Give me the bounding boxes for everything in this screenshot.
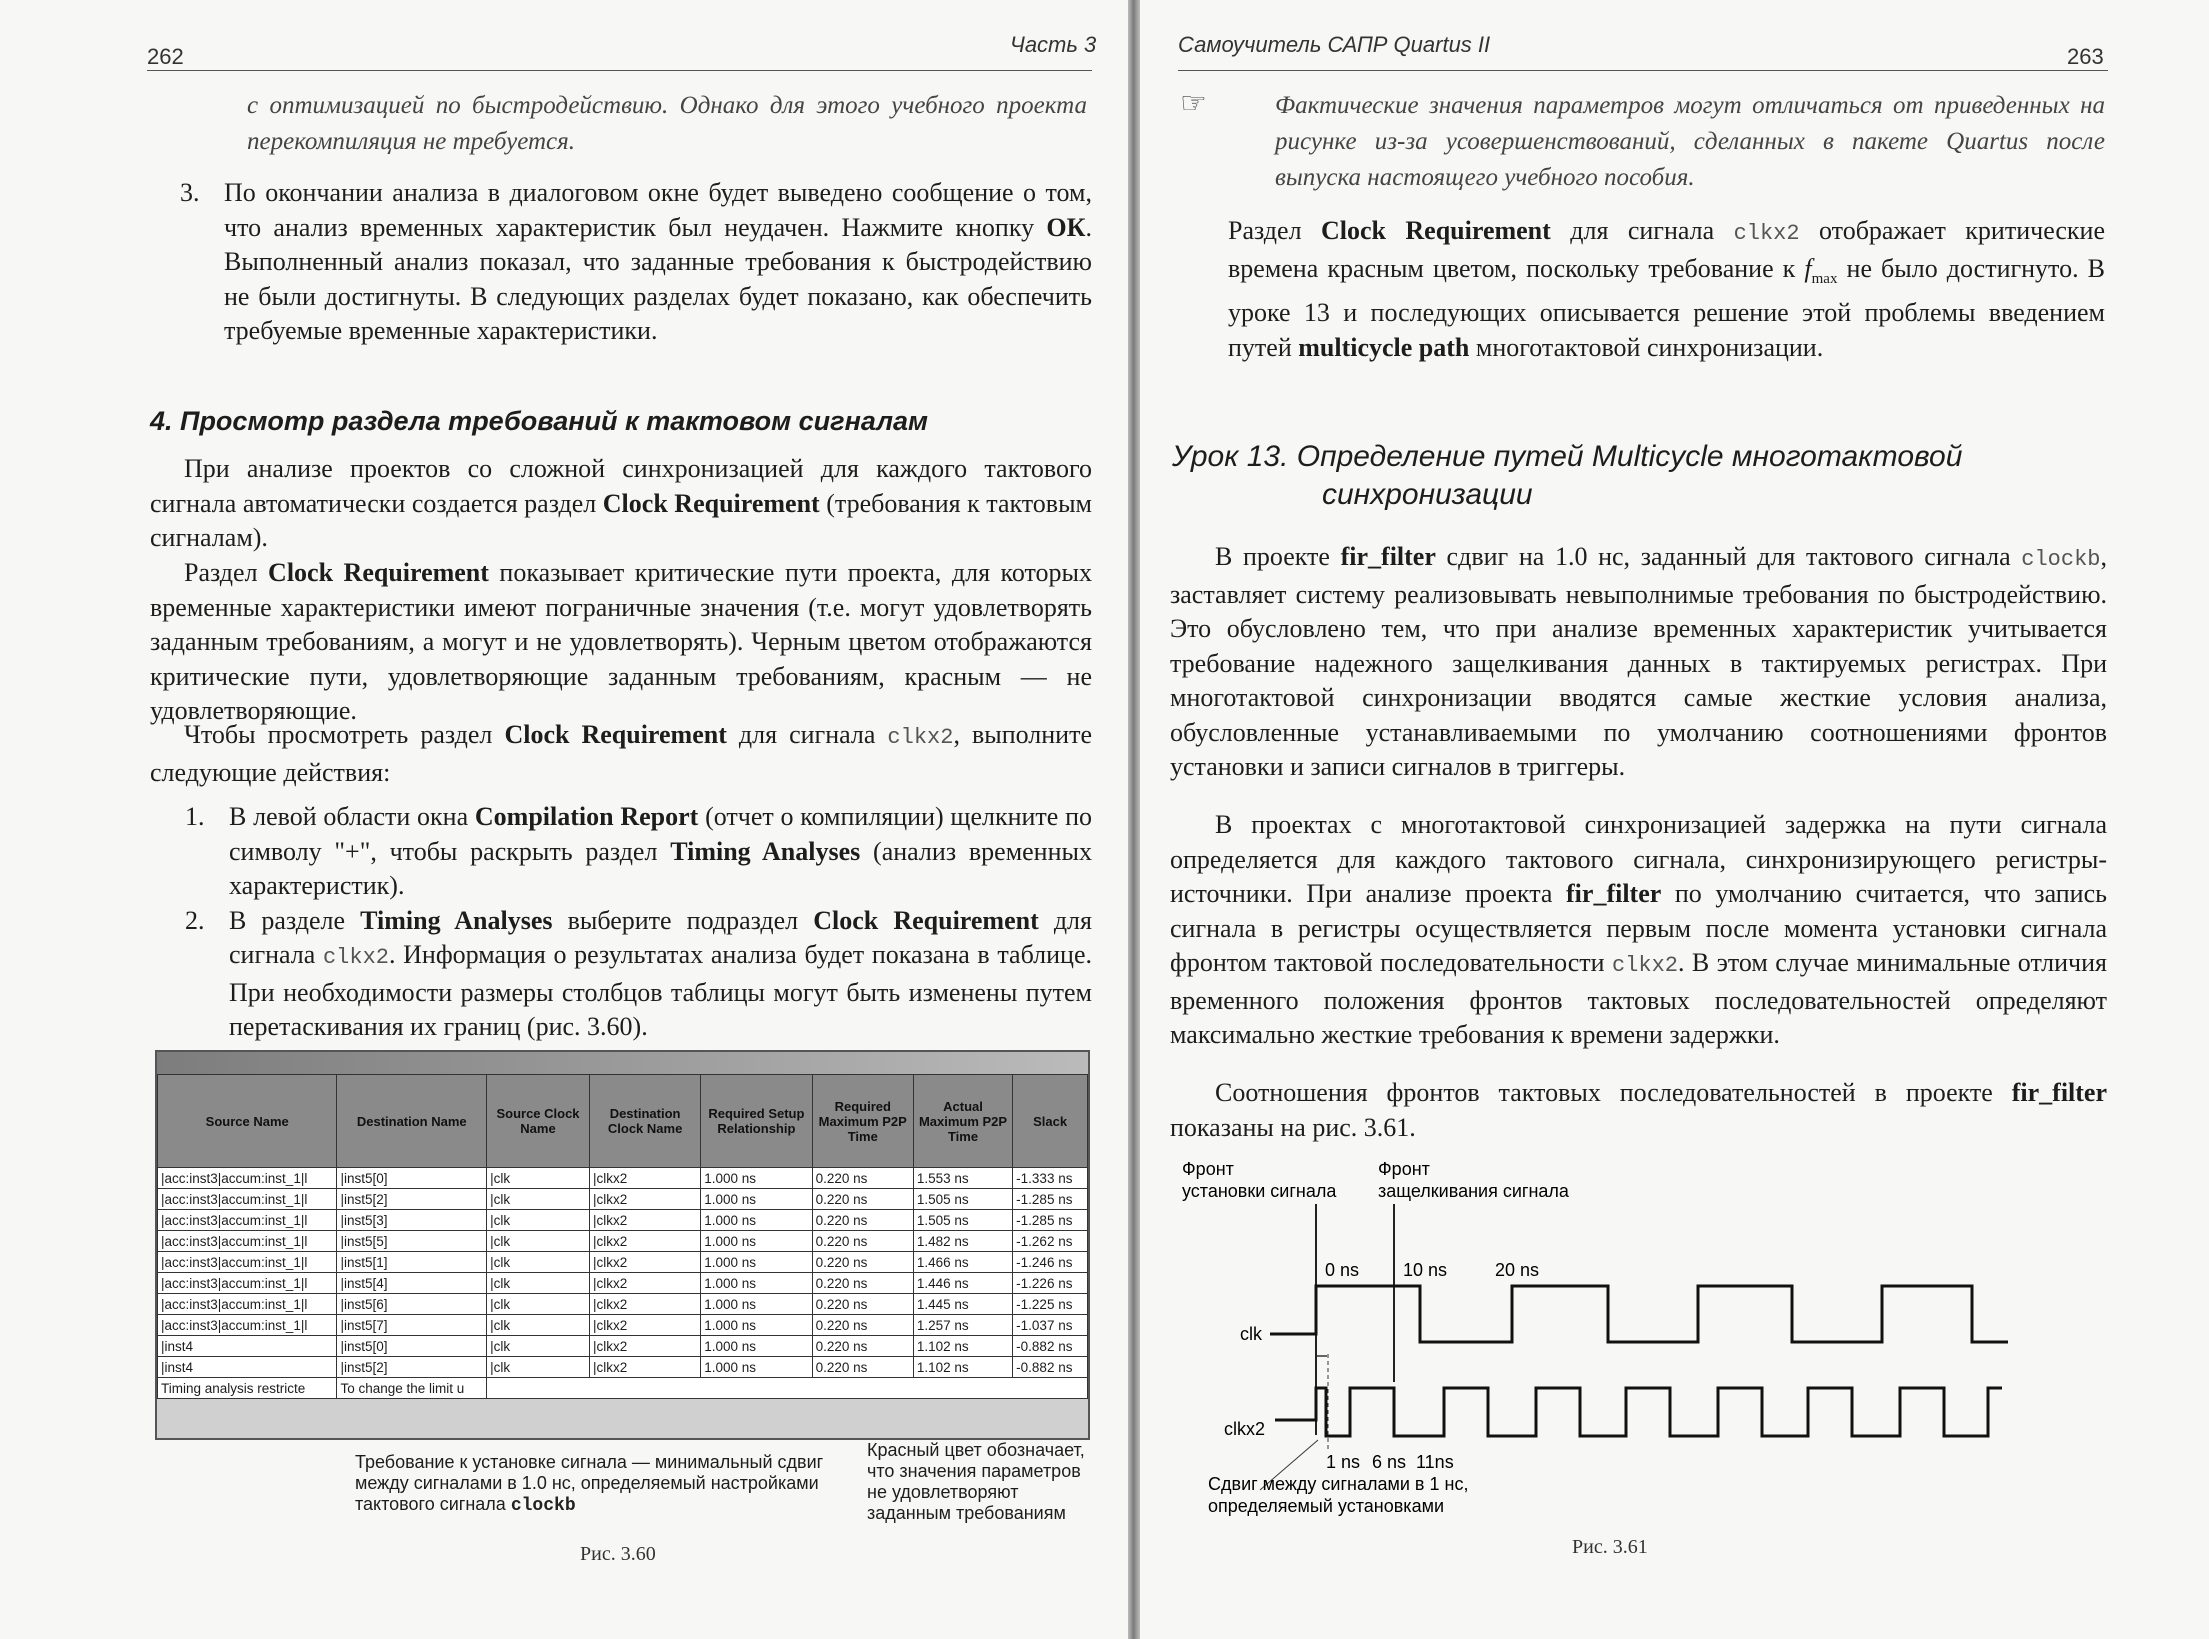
callout-red: Красный цвет обозначает, что значения параметров не удовлетворяют заданным требованиям: [867, 1440, 1085, 1523]
p3-code: clkx2: [887, 725, 954, 750]
table-cell: |clkx2: [589, 1357, 700, 1378]
step-3: [180, 176, 1092, 349]
table-cell: 1.505 ns: [913, 1210, 1012, 1231]
table-cell: 1.000 ns: [701, 1273, 812, 1294]
right-page: [1140, 0, 2209, 1639]
table-cell: 0.220 ns: [812, 1315, 913, 1336]
clk-label: clk: [1240, 1324, 1262, 1344]
list-code: clkx2: [322, 945, 389, 970]
table-cell: 1.000 ns: [701, 1210, 812, 1231]
time-11ns: 11ns: [1416, 1452, 1454, 1472]
table-footer-cell: Timing analysis restricte: [158, 1378, 337, 1399]
p1-text-a: При анализе проектов со сложной синхронизацией для каждого тактового сигнала автоматически создается раздел: [150, 454, 1092, 518]
table-footer-empty: [487, 1378, 1088, 1399]
figure-caption-3-60: Рис. 3.60: [580, 1543, 656, 1565]
table-cell: |clk: [487, 1168, 590, 1189]
paragraph-1: [150, 452, 1092, 556]
shift-caption-2: определяемый установками: [1208, 1496, 1445, 1516]
table-cell: |clk: [487, 1189, 590, 1210]
table-cell: |clk: [487, 1231, 590, 1252]
running-head-left: Часть 3: [1010, 32, 1097, 57]
table-row[interactable]: [158, 1168, 1088, 1189]
callout-setup: [355, 1452, 835, 1517]
table-cell: 0.220 ns: [812, 1336, 913, 1357]
rp1-text-g: многотактовой синхронизации.: [1469, 332, 1824, 362]
table-row[interactable]: [158, 1210, 1088, 1231]
timing-diagram: [1140, 1150, 2140, 1530]
table-cell: |clkx2: [589, 1168, 700, 1189]
rp1-text-e: не было достигнуто. В уроке 13 и последующих описывается решение этой проблемы введением путей: [1228, 253, 2105, 362]
table-header-cell[interactable]: Destination Name: [337, 1075, 487, 1168]
paragraph-3: [150, 718, 1092, 790]
list-bold: Clock Requirement: [813, 905, 1039, 935]
table-cell: 0.220 ns: [812, 1189, 913, 1210]
list-text: (анализ временных характеристик).: [229, 836, 1092, 900]
table-cell: |clk: [487, 1210, 590, 1231]
table-cell: |clkx2: [589, 1189, 700, 1210]
table-cell: |inst4: [158, 1357, 337, 1378]
right-paragraph-3: [1170, 808, 2107, 1053]
table-cell: 1.000 ns: [701, 1168, 812, 1189]
page-number-left: 262: [147, 44, 184, 69]
clkx2-waveform: [1275, 1388, 2002, 1436]
rp4-text-a: Соотношения фронтов тактовых последовательностей в проекте: [1215, 1078, 2012, 1107]
header-rule-right: [1178, 70, 2108, 71]
figure-caption-3-61: Рис. 3.61: [1572, 1536, 1648, 1558]
table-row[interactable]: [158, 1336, 1088, 1357]
table-cell: |acc:inst3|accum:inst_1|l: [158, 1315, 337, 1336]
rp1-text-a: Раздел: [1228, 216, 1321, 245]
p3-text-d: , выполните следующие действия:: [150, 720, 1092, 787]
table-cell: |clkx2: [589, 1210, 700, 1231]
p2-text-a: Раздел: [184, 558, 269, 587]
table-cell: 0.220 ns: [812, 1231, 913, 1252]
list-bold: Timing Analyses: [670, 836, 861, 866]
rp1-fmax: f: [1804, 253, 1812, 283]
rp1-code: clkx2: [1733, 221, 1800, 246]
list-text: В левой области окна: [229, 802, 475, 831]
table-row[interactable]: [158, 1357, 1088, 1378]
table-cell: 0.220 ns: [812, 1252, 913, 1273]
table-cell: |acc:inst3|accum:inst_1|l: [158, 1168, 337, 1189]
steps-list: [185, 800, 1092, 1045]
table-cell: 1.102 ns: [913, 1336, 1012, 1357]
table-header-cell[interactable]: Required Setup Relationship: [701, 1075, 812, 1168]
right-paragraph-4: [1170, 1076, 2107, 1145]
table-cell: 1.000 ns: [701, 1252, 812, 1273]
table-cell: |inst5[5]: [337, 1231, 487, 1252]
step-3-text-a: По окончании анализа в диалоговом окне будет выведено сообщение о том, что анализ временных характеристик был неудачен. Нажмите кнопку: [224, 178, 1092, 242]
time-0ns: 0 ns: [1325, 1260, 1360, 1280]
table-cell: |clkx2: [589, 1336, 700, 1357]
table-cell: |acc:inst3|accum:inst_1|l: [158, 1273, 337, 1294]
table-row[interactable]: [158, 1231, 1088, 1252]
table-row[interactable]: [158, 1294, 1088, 1315]
table-header-cell[interactable]: Source Name: [158, 1075, 337, 1168]
table-header-row: [158, 1075, 1088, 1168]
table-cell: 1.102 ns: [913, 1357, 1012, 1378]
list-text: В разделе: [229, 905, 361, 935]
clock-requirement-table: [157, 1074, 1088, 1399]
table-cell: -1.333 ns: [1013, 1168, 1088, 1189]
table-cell: -0.882 ns: [1013, 1357, 1088, 1378]
table-cell: |clkx2: [589, 1315, 700, 1336]
table-cell: 1.445 ns: [913, 1294, 1012, 1315]
note-italic: Фактические значения параметров могут отличаться от приведенных на рисунке из-за усовершенствований, сделанных в пакете Quartus после выпуска настоящего учебного пособия.: [1275, 92, 2105, 191]
callout-setup-text: Требование к установке сигнала — минимальный сдвиг между сигналами в 1.0 нс, определяемый настройками тактового сигнала: [355, 1452, 824, 1514]
table-cell: -1.246 ns: [1013, 1252, 1088, 1273]
time-20ns: 20 ns: [1495, 1260, 1540, 1280]
table-cell: |inst5[0]: [337, 1168, 487, 1189]
lesson-title-line-1: Урок 13. Определение путей Multicycle многотактовой: [1172, 440, 1963, 473]
table-cell: 1.000 ns: [701, 1357, 812, 1378]
list-text: (отчет о компиляции) щелкните по символу "+", чтобы раскрыть раздел: [229, 802, 1092, 866]
rp3-text-d: . В этом случае минимальные отличия временного положения фронтов тактовых последовательностей определяют максимально жесткие требования к времени задержки.: [1170, 948, 2107, 1049]
rp3-code: clkx2: [1611, 953, 1678, 978]
list-text: . Информация о результатах анализа будет показана в таблице. При необходимости размеры столбцов таблицы могут быть изменены путем перетаскивания их границ (рис. 3.60).: [229, 940, 1092, 1041]
table-header-cell[interactable]: Slack: [1013, 1075, 1088, 1168]
table-cell: |clk: [487, 1315, 590, 1336]
table-cell: 0.220 ns: [812, 1294, 913, 1315]
table-cell: |clk: [487, 1294, 590, 1315]
table-cell: |inst5[2]: [337, 1189, 487, 1210]
p1-bold: Clock Requirement: [602, 488, 820, 518]
rp2-text-c: сдвиг на 1.0 нс, заданный для тактового сигнала: [1435, 542, 2022, 571]
table-row[interactable]: [158, 1189, 1088, 1210]
table-cell: -1.285 ns: [1013, 1189, 1088, 1210]
rp1-fmax-sub: max: [1811, 270, 1838, 287]
table-header-cell[interactable]: Actual Maximum P2P Time: [913, 1075, 1012, 1168]
p1-text-c: (требования к тактовым сигналам).: [150, 488, 1092, 552]
rp2-text-d: , заставляет систему реализовывать невыполнимые требования по быстродействию. Это обусловлено тем, что при анализе временных характеристик учитывается требование надежного защелкивания данных в тактируемых регистрах. При многотактовой синхронизации вводятся самые жесткие условия анализа, обусловленные устанавливаемыми по умолчанию соотношениями фронтов установки и записи сигналов в триггеры.: [1170, 542, 2107, 781]
header-rule-left: [147, 70, 1092, 71]
rp4-text-c: показаны на рис. 3.61.: [1170, 1112, 1416, 1142]
table-cell: |acc:inst3|accum:inst_1|l: [158, 1252, 337, 1273]
right-paragraph-2: [1170, 540, 2107, 785]
setup-label-1: Фронт: [1182, 1159, 1234, 1179]
table-cell: |acc:inst3|accum:inst_1|l: [158, 1231, 337, 1252]
table-cell: |inst5[3]: [337, 1210, 487, 1231]
paragraph-2: [150, 556, 1092, 729]
table-cell: |inst4: [158, 1336, 337, 1357]
table-title-bar: [157, 1052, 1088, 1074]
table-cell: |clk: [487, 1273, 590, 1294]
table-cell: 1.000 ns: [701, 1315, 812, 1336]
table-footer-cell: To change the limit u: [337, 1378, 487, 1399]
table-cell: 1.505 ns: [913, 1189, 1012, 1210]
table-cell: -1.226 ns: [1013, 1273, 1088, 1294]
rp3-bold: fir_filter: [1566, 879, 1662, 908]
list-bold: Timing Analyses: [360, 905, 553, 935]
list-item: [185, 800, 1092, 904]
rp1-text-d: отображает критические времена красным цветом, поскольку требование к: [1228, 216, 2106, 283]
rp2-text-a: В проекте: [1215, 542, 1341, 571]
rp2-code: clockb: [2021, 547, 2101, 572]
table-cell: 1.257 ns: [913, 1315, 1012, 1336]
table-cell: 0.220 ns: [812, 1210, 913, 1231]
p3-text-c: для сигнала: [726, 720, 888, 749]
p2-text-c: показывает критические пути проекта, для которых временные характеристики имеют пограничные значения (т.е. могут удовлетворять заданным требованиям, а могут и не удовлетворять). Черным цветом отображаются критические пути, удовлетворяющие заданным требованиям, красным — не удовлетворяющие.: [150, 558, 1093, 725]
table-cell: 0.220 ns: [812, 1168, 913, 1189]
page-number-right: 263: [2067, 44, 2104, 69]
table-cell: 0.220 ns: [812, 1357, 913, 1378]
table-cell: 1.466 ns: [913, 1252, 1012, 1273]
step-3-text-b: . Выполненный анализ показал, что заданные требования к быстродействию не были достигнуты. В следующих разделах будет показано, как обеспечить требуемые временные характеристики.: [224, 212, 1092, 345]
ok-label: ОК: [1046, 212, 1086, 242]
rp4-bold: fir_filter: [2011, 1078, 2107, 1107]
table-cell: |inst5[7]: [337, 1315, 487, 1336]
table-cell: -1.037 ns: [1013, 1315, 1088, 1336]
table-header-cell[interactable]: Required Maximum P2P Time: [812, 1075, 913, 1168]
table-body: [158, 1168, 1088, 1399]
setup-label-2: установки сигнала: [1182, 1181, 1337, 1201]
table-cell: -1.262 ns: [1013, 1231, 1088, 1252]
rp1-bold: Clock Requirement: [1320, 216, 1551, 245]
list-item-number: 2.: [185, 905, 205, 935]
table-cell: |clkx2: [589, 1231, 700, 1252]
table-cell: |inst5[6]: [337, 1294, 487, 1315]
rp3-text-a: В проектах с многотактовой синхронизацией задержка на пути сигнала определяется для каждого тактового сигнала, синхронизирующего регистры-источники. При анализе проекта: [1170, 810, 2107, 908]
clk-waveform: [1270, 1286, 2008, 1342]
table-cell: |clkx2: [589, 1294, 700, 1315]
table-cell: 1.446 ns: [913, 1273, 1012, 1294]
latch-label-2: защелкивания сигнала: [1378, 1181, 1569, 1201]
list-text: для сигнала: [229, 905, 1092, 969]
table-cell: |acc:inst3|accum:inst_1|l: [158, 1189, 337, 1210]
table-footer-row: [158, 1378, 1088, 1399]
step-3-number: 3.: [180, 178, 200, 207]
table-cell: |clk: [487, 1336, 590, 1357]
rp2-bold: fir_filter: [1340, 542, 1436, 571]
table-cell: 1.000 ns: [701, 1189, 812, 1210]
list-item: [185, 904, 1092, 1045]
pointing-hand-icon: ☞: [1180, 87, 1207, 120]
table-cell: |inst5[4]: [337, 1273, 487, 1294]
right-paragraph-1: [1228, 214, 2105, 365]
clkx2-label: clkx2: [1224, 1419, 1266, 1439]
callout-setup-code: clockb: [510, 1496, 576, 1516]
rp1-bold-multicycle: multicycle path: [1298, 332, 1470, 362]
table-cell: |clkx2: [589, 1252, 700, 1273]
table-cell: -1.225 ns: [1013, 1294, 1088, 1315]
list-bold: Compilation Report: [474, 802, 699, 831]
table-cell: |inst5[0]: [337, 1336, 487, 1357]
table-cell: |inst5[1]: [337, 1252, 487, 1273]
time-6ns: 6 ns: [1372, 1452, 1407, 1472]
table-cell: 1.553 ns: [913, 1168, 1012, 1189]
shift-caption-1: Сдвиг между сигналами в 1 нс,: [1208, 1474, 1469, 1494]
p2-bold: Clock Requirement: [268, 558, 489, 587]
table-cell: |acc:inst3|accum:inst_1|l: [158, 1210, 337, 1231]
table-row[interactable]: [158, 1252, 1088, 1273]
table-cell: 1.000 ns: [701, 1294, 812, 1315]
table-cell: -1.285 ns: [1013, 1210, 1088, 1231]
table-cell: |acc:inst3|accum:inst_1|l: [158, 1294, 337, 1315]
table-cell: 0.220 ns: [812, 1273, 913, 1294]
table-header-cell[interactable]: Source Clock Name: [487, 1075, 590, 1168]
latch-label-1: Фронт: [1378, 1159, 1430, 1179]
table-header-cell[interactable]: Destination Clock Name: [589, 1075, 700, 1168]
table-cell: |clk: [487, 1357, 590, 1378]
table-cell: |clkx2: [589, 1273, 700, 1294]
rp1-text-c: для сигнала: [1550, 216, 1734, 245]
intro-note: с оптимизацией по быстродействию. Однако для этого учебного проекта перекомпиляция не требуется.: [247, 92, 1087, 155]
table-row[interactable]: [158, 1315, 1088, 1336]
table-row[interactable]: [158, 1273, 1088, 1294]
time-10ns: 10 ns: [1403, 1260, 1448, 1280]
table-cell: |clk: [487, 1252, 590, 1273]
table-cell: 1.000 ns: [701, 1336, 812, 1357]
lesson-title-line-2: синхронизации: [1322, 478, 1533, 511]
time-1ns: 1 ns: [1326, 1452, 1361, 1472]
clock-requirement-table-window: [155, 1050, 1090, 1440]
table-cell: |inst5[2]: [337, 1357, 487, 1378]
table-cell: -0.882 ns: [1013, 1336, 1088, 1357]
section-heading: 4. Просмотр раздела требований к тактовом сигналам: [150, 406, 929, 436]
p3-text-a: Чтобы просмотреть раздел: [184, 720, 505, 749]
list-text: выберите подраздел: [552, 905, 814, 935]
table-cell: 1.482 ns: [913, 1231, 1012, 1252]
p3-bold: Clock Requirement: [504, 720, 727, 749]
rp3-text-c: по умолчанию считается, что запись сигнала в регистры осуществляется первым после момента установки сигнала фронтом тактовой последовательности: [1170, 879, 2107, 977]
list-item-number: 1.: [185, 802, 205, 831]
table-cell: 1.000 ns: [701, 1231, 812, 1252]
running-head-right: Самоучитель САПР Quartus II: [1178, 32, 1491, 57]
